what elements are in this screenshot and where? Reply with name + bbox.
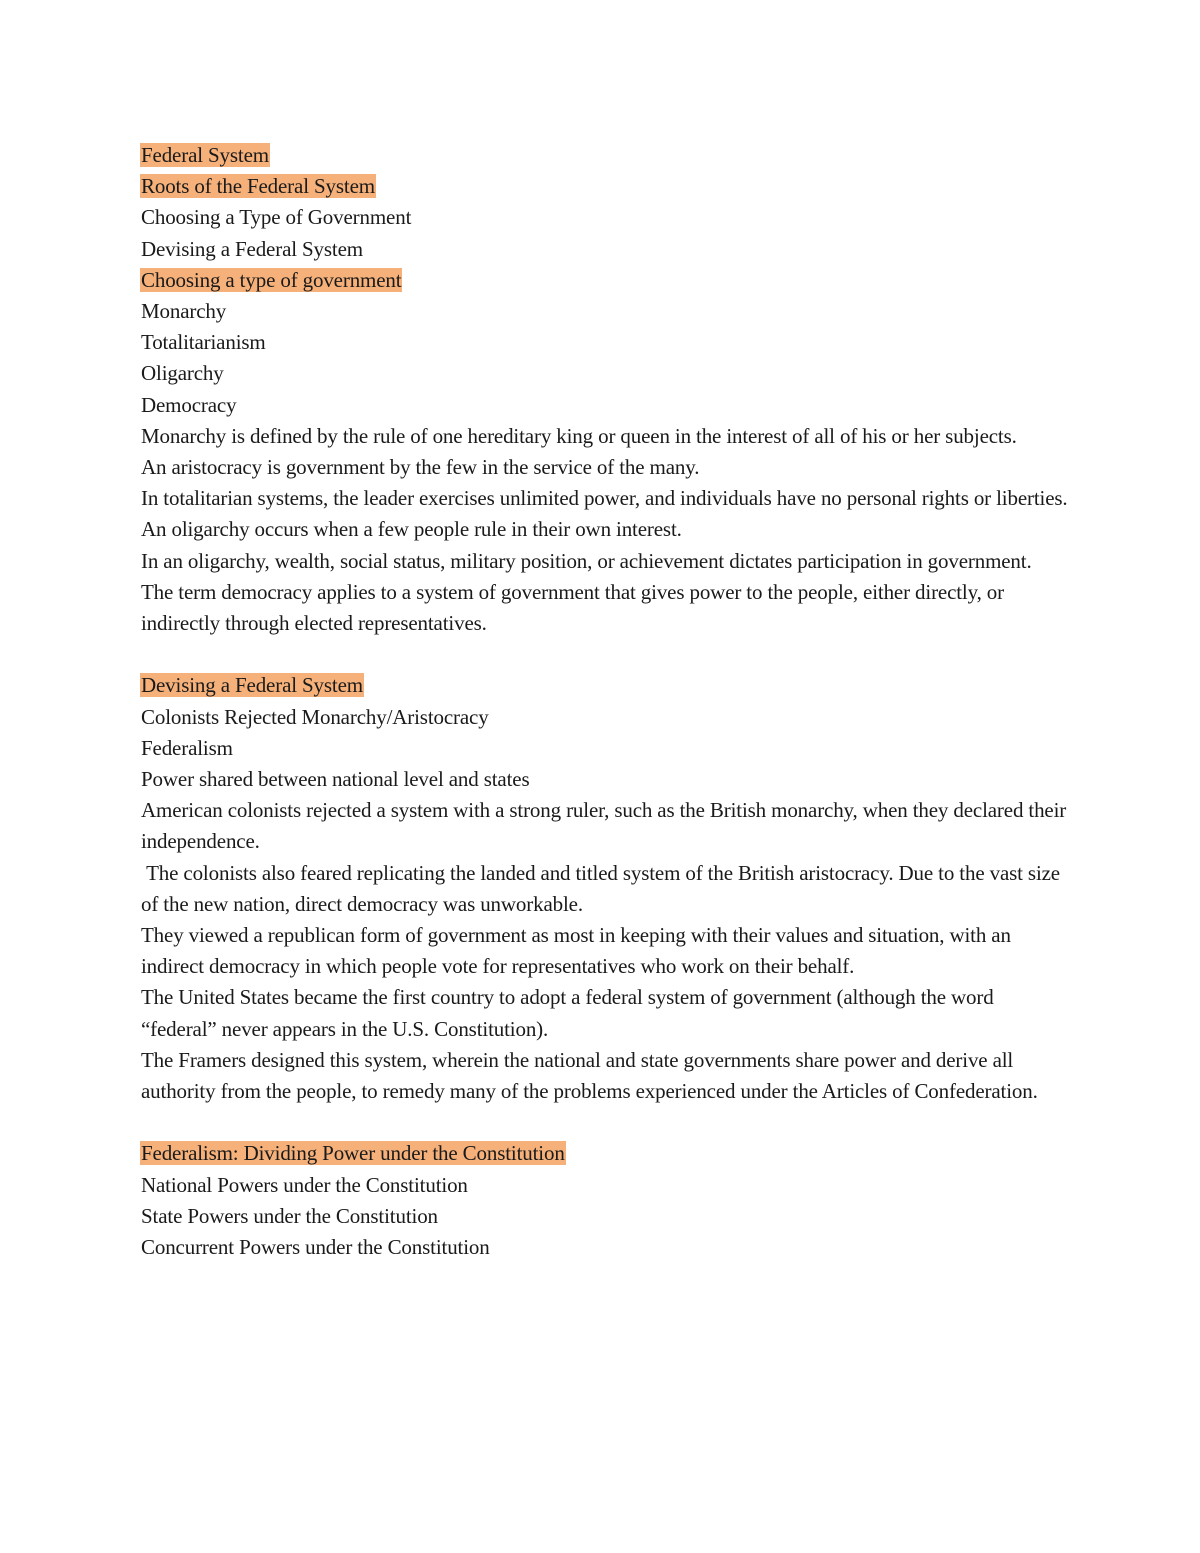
paragraph: An oligarchy occurs when a few people rule in their own interest. xyxy=(141,517,682,542)
paragraph: The United States became the first country to adopt a federal system of government (although the word “federal” never appears in the U.S. Constitution). xyxy=(141,985,994,1041)
blank-line xyxy=(141,639,1071,670)
highlight: Federalism: Dividing Power under the Constitution xyxy=(141,1141,565,1166)
outline-item: Federalism xyxy=(141,735,233,760)
outline-item: Choosing a Type of Government xyxy=(141,205,412,230)
paragraph: An aristocracy is government by the few in the service of the many. xyxy=(141,455,700,480)
highlight: Federal System xyxy=(141,143,269,167)
paragraph: In totalitarian systems, the leader exercises unlimited power, and individuals have no personal rights or liberties. xyxy=(141,486,1068,511)
paragraph: In an oligarchy, wealth, social status, military position, or achievement dictates participation in government. xyxy=(141,548,1032,573)
paragraph: American colonists rejected a system with a strong ruler, such as the British monarchy, when they declared their independence. xyxy=(141,798,1067,854)
heading-roots-federal-system xyxy=(141,171,1071,202)
outline-item: Colonists Rejected Monarchy/Aristocracy xyxy=(141,704,489,729)
heading-federalism-dividing-power xyxy=(141,1138,1071,1169)
outline-item: Devising a Federal System xyxy=(141,236,363,261)
paragraph: Monarchy is defined by the rule of one hereditary king or queen in the interest of all of his or her subjects. xyxy=(141,423,1017,448)
paragraph: The colonists also feared replicating the landed and titled system of the British aristocracy. Due to the vast size of the new nation, direct democracy was unworkable. xyxy=(141,860,1066,916)
outline-item: Monarchy xyxy=(141,299,227,324)
highlight: Choosing a type of government xyxy=(141,267,402,292)
outline-item: National Powers under the Constitution xyxy=(141,1172,468,1197)
heading-devising xyxy=(141,670,1071,701)
paragraph: The term democracy applies to a system of government that gives power to the people, either directly, or indirectly through elected representatives. xyxy=(141,579,1004,636)
outline-item: Concurrent Powers under the Constitution xyxy=(141,1235,490,1260)
highlight: Roots of the Federal System xyxy=(141,174,375,199)
paragraph: They viewed a republican form of government as most in keeping with their values and situation, with an indirect democracy in which people vote for representatives who work on their behalf. xyxy=(141,923,1011,979)
heading-federal-system xyxy=(141,140,1071,171)
outline-item: Oligarchy xyxy=(141,361,224,386)
outline-item: Power shared between national level and states xyxy=(141,767,530,792)
outline-item: State Powers under the Constitution xyxy=(141,1203,438,1228)
blank-line xyxy=(141,1107,1071,1138)
paragraph: The Framers designed this system, wherein the national and state governments share power and derive all authority from the people, to remedy many of the problems experienced under the Articles of Confederation. xyxy=(141,1047,1038,1104)
outline-item: Totalitarianism xyxy=(141,330,266,355)
heading-choosing-type xyxy=(141,265,1071,296)
highlight: Devising a Federal System xyxy=(141,673,363,698)
document-page xyxy=(141,140,1071,1263)
outline-item: Democracy xyxy=(141,392,237,417)
